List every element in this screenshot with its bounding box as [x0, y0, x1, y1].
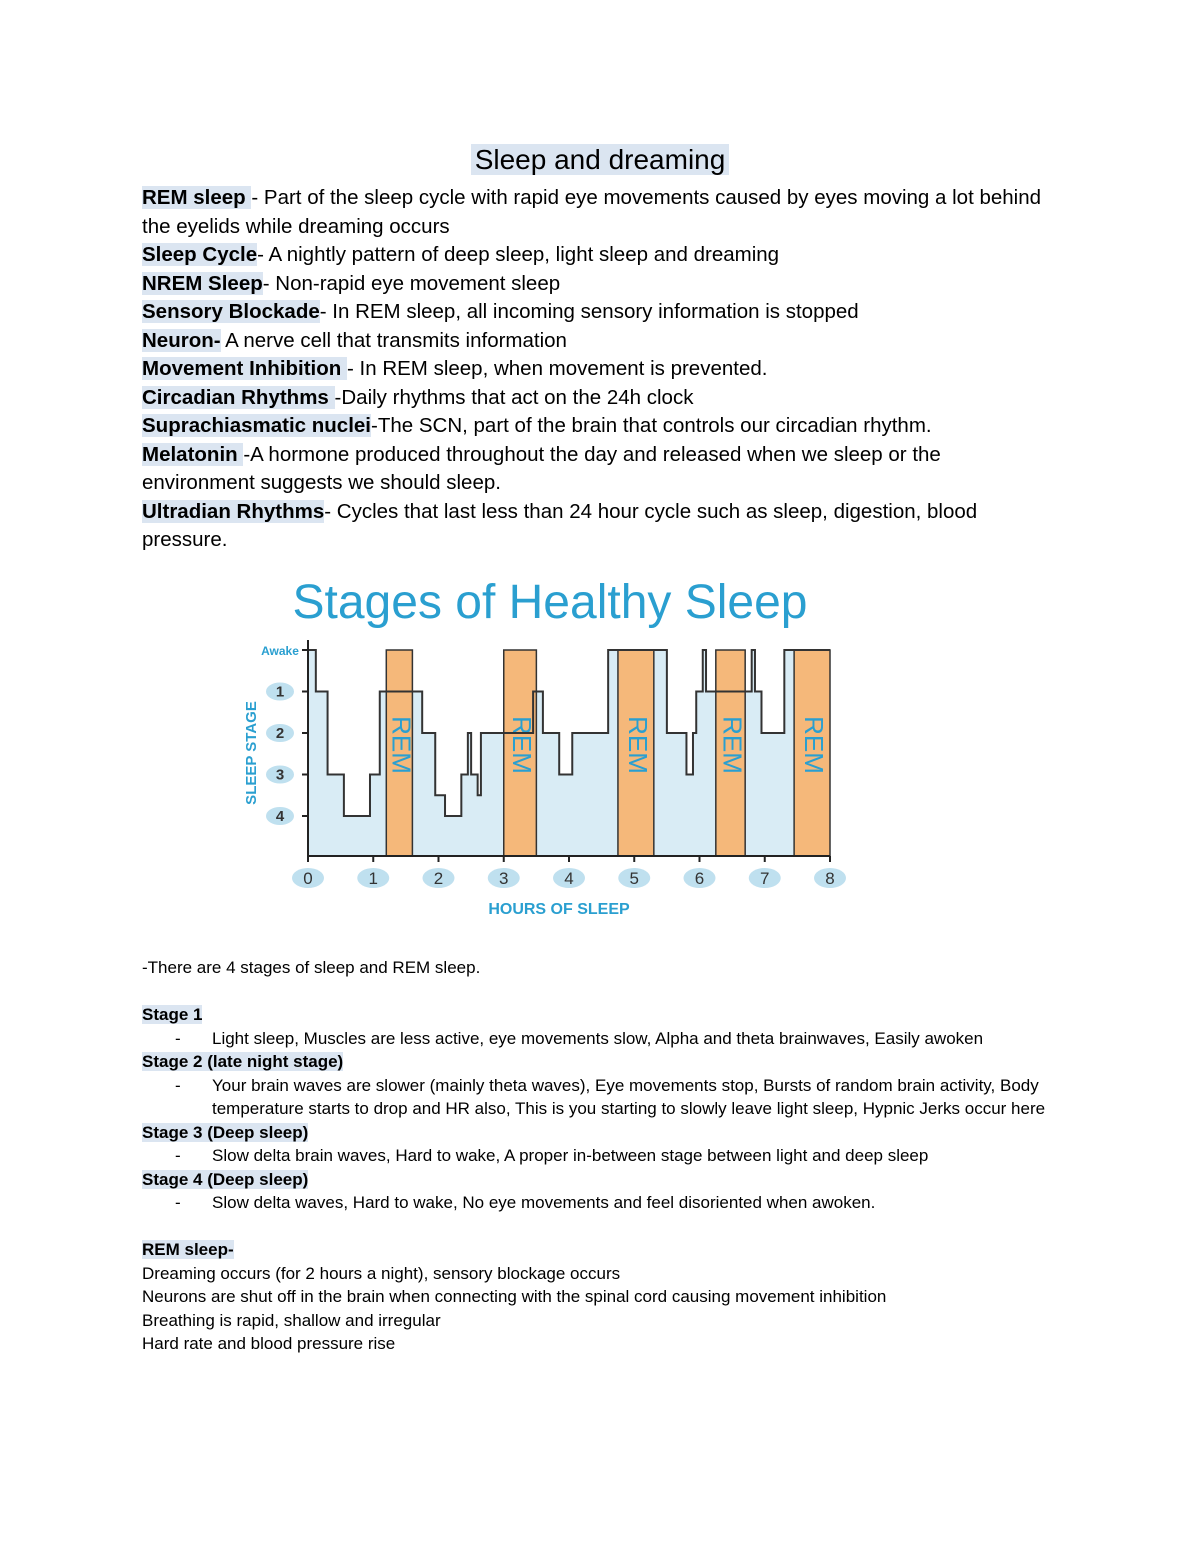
rem-line: Breathing is rapid, shallow and irregular [142, 1310, 441, 1330]
definition-term: NREM Sleep [142, 271, 263, 295]
rem-label: REM [623, 716, 654, 774]
definitions-list [142, 184, 1042, 555]
bullet-marker: - [175, 1146, 181, 1165]
definition-text: -The SCN, part of the brain that controls our circadian rhythm. [371, 414, 932, 437]
definition-text: -A hormone produced throughout the day and released when we sleep or the environment suggests we should sleep. [142, 442, 941, 494]
rem-line: Hard rate and blood pressure rise [142, 1334, 396, 1353]
definition-term: Neuron- [142, 328, 221, 352]
list-item [142, 1191, 1082, 1215]
x-ticks-group [292, 856, 846, 888]
stage-notes [142, 956, 1082, 1356]
bullet-text: Light sleep, Muscles are less active, eye movements slow, Alpha and theta brainwaves, Easily awoken [212, 1028, 984, 1048]
stage-heading [142, 1050, 1082, 1074]
definition-text: - In REM sleep, all incoming sensory information is stopped [319, 300, 859, 323]
definition-text: - A nightly pattern of deep sleep, light sleep and dreaming [257, 243, 780, 266]
x-tick-label: 6 [694, 869, 705, 888]
definition-term: Ultradian Rhythms [142, 499, 325, 523]
page-title [0, 142, 1200, 178]
stage-heading-text: Stage 1 [142, 1005, 203, 1024]
definition-term: Movement Inhibition [142, 357, 347, 380]
bullet-marker: - [175, 1028, 181, 1048]
x-tick-label: 2 [433, 869, 444, 888]
spacer [142, 1215, 1082, 1239]
definition-term: Sensory Blockade [142, 300, 320, 323]
definition-row [142, 270, 1042, 299]
x-tick-label: 7 [760, 869, 770, 888]
x-tick-label: 1 [368, 869, 378, 888]
notes-intro: -There are 4 stages of sleep and REM sleep. [142, 958, 481, 977]
bullet-text: Slow delta brain waves, Hard to wake, A proper in-between stage between light and deep sleep [212, 1146, 929, 1165]
y-tick-label: 3 [275, 766, 285, 784]
bullet-marker: - [175, 1193, 181, 1212]
stage-heading-text: Stage 4 (Deep sleep) [142, 1169, 309, 1189]
x-tick-label: 4 [564, 869, 574, 888]
stage-heading [142, 1003, 1082, 1027]
definition-text: - In REM sleep, when movement is prevented. [347, 357, 768, 380]
stage-heading [142, 1168, 1082, 1192]
x-axis-label: HOURS OF SLEEP [488, 901, 630, 918]
definition-row [142, 298, 1042, 327]
definition-row [142, 355, 1042, 384]
sleep-stages-chart [240, 558, 860, 928]
definition-row [142, 498, 1042, 555]
y-tick-label: Awake [261, 644, 299, 658]
definition-text: - Part of the sleep cycle with rapid eye movements caused by eyes moving a lot behind the eyelids while dreaming occurs [142, 186, 1042, 238]
x-tick-label: 3 [499, 869, 509, 888]
rem-label: REM [386, 716, 417, 774]
rem-heading [142, 1238, 1082, 1262]
page-title-text: Sleep and dreaming [471, 144, 730, 175]
definition-row [142, 241, 1042, 270]
y-ticks-group [261, 644, 308, 825]
definition-row [142, 384, 1042, 413]
definition-term: REM sleep [142, 186, 252, 209]
rem-heading-text: REM sleep- [142, 1240, 234, 1259]
list-item [142, 1074, 1082, 1121]
rem-label: REM [507, 716, 538, 774]
list-item [142, 1144, 1082, 1168]
list-item [142, 1027, 1082, 1051]
x-tick-label: 5 [629, 869, 639, 888]
bullet-text: Your brain waves are slower (mainly theta waves), Eye movements stop, Bursts of random brain activity, Body temperature starts to drop and HR also, This is you starting to slowly leave light sleep, Hypnic Jerks occur here [212, 1075, 1046, 1118]
spacer [142, 980, 1082, 1004]
definition-term: Suprachiasmatic nuclei [142, 414, 372, 437]
rem-line: Dreaming occurs (for 2 hours a night), sensory blockage occurs [142, 1263, 621, 1283]
bullet-text: Slow delta waves, Hard to wake, No eye movements and feel disoriented when awoken. [212, 1193, 876, 1212]
rem-label: REM [799, 716, 830, 774]
definition-text: -Daily rhythms that act on the 24h clock [334, 385, 694, 409]
y-tick-label: 2 [275, 725, 285, 742]
definition-row [142, 412, 1042, 441]
x-tick-label: 8 [825, 869, 835, 888]
definition-text: A nerve cell that transmits information [220, 328, 567, 352]
definition-row [142, 184, 1042, 241]
rem-label: REM [717, 716, 748, 774]
definition-term: Circadian Rhythms [142, 385, 335, 409]
stage-heading [142, 1121, 1082, 1145]
x-tick-label: 0 [303, 869, 313, 888]
y-tick-label: 1 [275, 683, 285, 701]
bullet-marker: - [175, 1075, 181, 1095]
rem-line: Neurons are shut off in the brain when connecting with the spinal cord causing movement inhibition [142, 1287, 887, 1306]
stage-heading-text: Stage 2 (late night stage) [142, 1052, 344, 1071]
chart-svg [240, 558, 860, 928]
definition-text: - Non-rapid eye movement sleep [262, 271, 561, 295]
stage-heading-text: Stage 3 (Deep sleep) [142, 1122, 309, 1142]
y-axis-label: SLEEP STAGE [243, 701, 260, 805]
definition-term: Melatonin [142, 442, 244, 466]
definition-row [142, 441, 1042, 498]
definition-text: - Cycles that last less than 24 hour cycle such as sleep, digestion, blood pressure. [142, 499, 978, 551]
chart-title: Stages of Healthy Sleep [292, 576, 808, 629]
y-tick-label: 4 [275, 808, 285, 825]
definition-term: Sleep Cycle [142, 243, 258, 266]
definition-row [142, 327, 1042, 356]
